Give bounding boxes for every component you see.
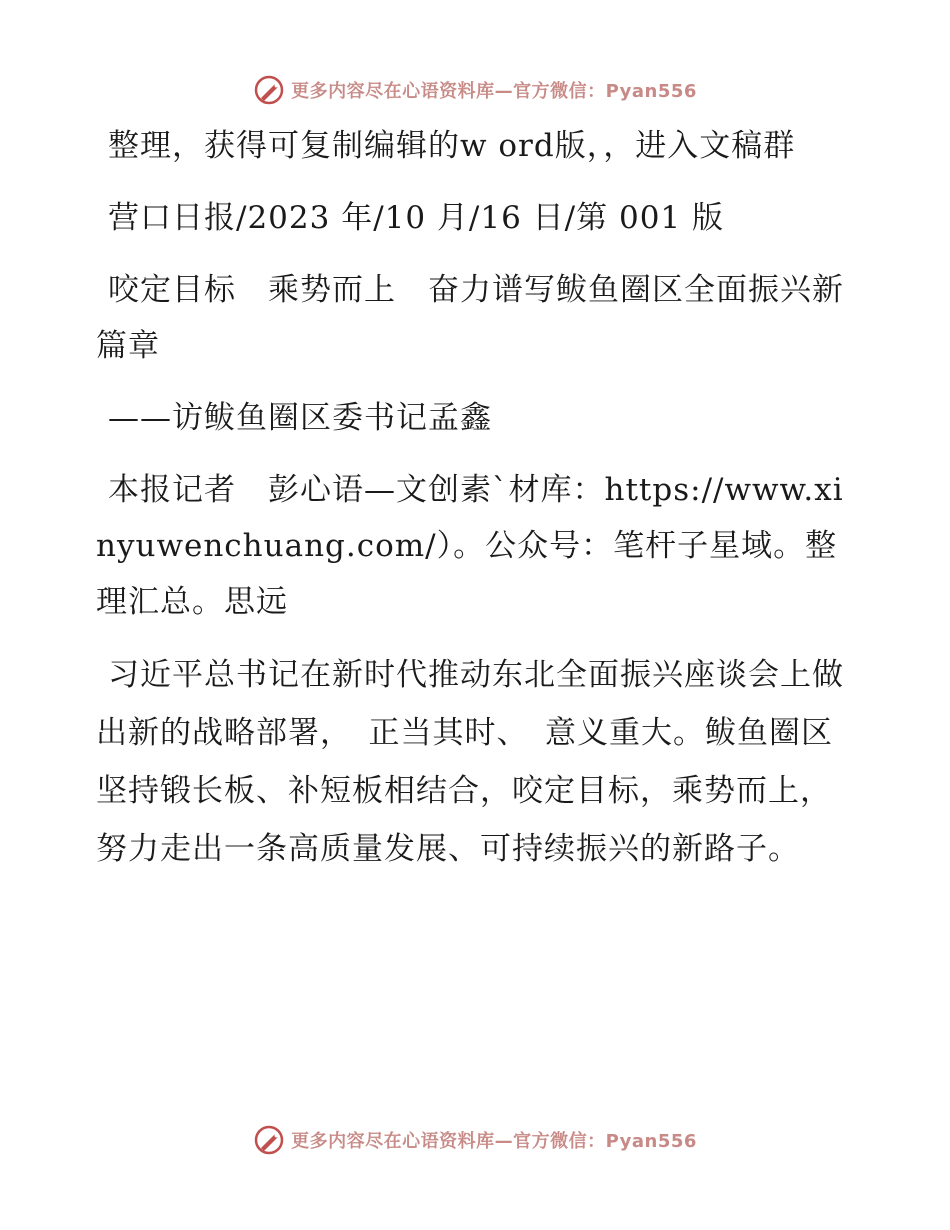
document-body <box>96 118 856 894</box>
pen-logo-icon <box>253 1124 285 1156</box>
paragraph-byline: 本报记者 彭心语—文创素`材库：https://www.xinyuwenchuang.com/）。公众号：笔杆子星域。整理汇总。思远 <box>96 472 844 620</box>
header-watermark-banner <box>0 72 950 108</box>
pen-logo-icon <box>253 74 285 106</box>
watermark-text: 更多内容尽在心语资料库—官方微信：Pyan556 <box>291 81 697 102</box>
footer-watermark-banner <box>0 1122 950 1158</box>
paragraph-intro: 整理，获得可复制编辑的w ord版，，进入文稿群 <box>108 128 796 164</box>
article-title: 咬定目标 乘势而上 奋力谱写鲅鱼圈区全面振兴新篇章 <box>96 272 844 364</box>
watermark-text: 更多内容尽在心语资料库—官方微信：Pyan556 <box>291 1131 697 1152</box>
article-subtitle: ——访鲅鱼圈区委书记孟鑫 <box>108 400 492 436</box>
paragraph-body: 习近平总书记在新时代推动东北全面振兴座谈会上做出新的战略部署， 正当其时、 意义重大。鲅鱼圈区坚持锻长板、补短板相结合，咬定目标，乘势而上，努力走出一条高质量发展、可持续振兴的新路子。 <box>96 657 844 867</box>
paragraph-source: 营口日报/2023 年/10 月/16 日/第 001 版 <box>108 200 725 236</box>
